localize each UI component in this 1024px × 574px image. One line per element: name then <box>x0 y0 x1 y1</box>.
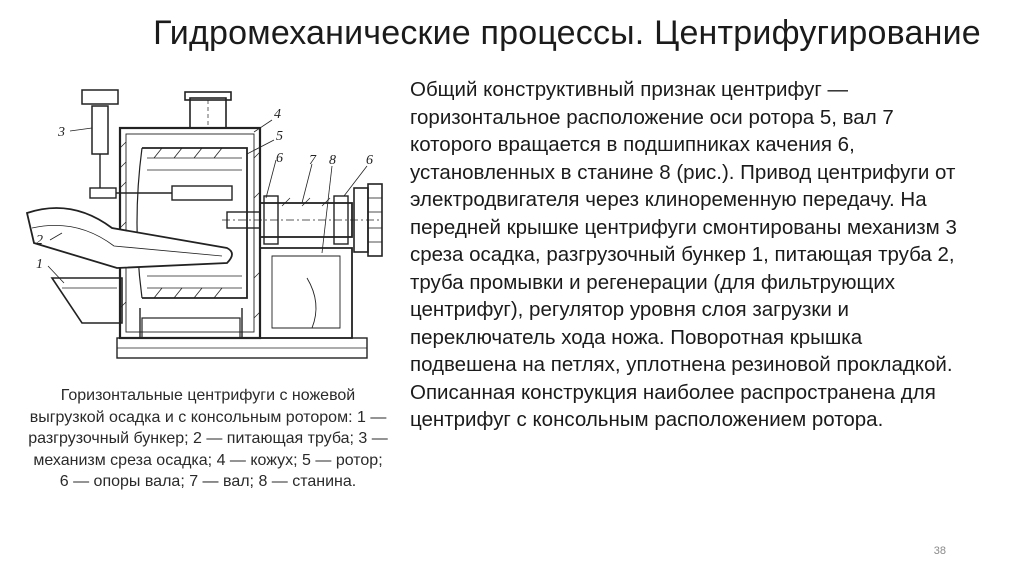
figure-caption: Горизонтальные центрифуги с ножевой выгрузкой осадка и с консольным ротором: 1 — разгрузочный бункер; 2 — питающая труба; 3 — механизм среза осадка; 4 — кожух; 5 — ротор; 6 — опоры вала; 7 — вал; 8 — станина. <box>28 387 388 490</box>
callout-4: 4 <box>274 107 281 122</box>
body-paragraph: Общий конструктивный признак центрифуг — горизонтальное расположение оси ротора 5, вал 7 которого вращается в подшипниках качения 6, установленных в станине 8 (рис.). Привод центрифуги от электродвигателя через клиноременную передачу. На передней крышке центрифуги смонтированы механизм 3 среза осадка, разгрузочный бункер 1, питающая труба 2, труба промывки и регенерации (для фильтрующих центрифуг), регулятор уровня слоя загрузки и переключатель хода ножа. Поворотная крышка подвешена на петлях, уплотнена резиновой прокладкой. Описанная конструкция наиболее распространена для центрифуг с консольным расположением ротора. <box>410 78 957 431</box>
callout-7: 7 <box>309 153 316 168</box>
callout-3: 3 <box>58 125 65 140</box>
page-number: 38 <box>933 545 946 557</box>
callout-6a: 6 <box>276 151 283 166</box>
callout-1: 1 <box>36 257 43 272</box>
callout-5: 5 <box>276 129 283 144</box>
centrifuge-drawing <box>22 78 402 380</box>
callout-6b: 6 <box>366 153 373 168</box>
callout-8: 8 <box>329 153 336 168</box>
callout-2: 2 <box>36 233 43 248</box>
slide-title: Гидромеханические процессы. Центрифугирование <box>153 14 981 52</box>
